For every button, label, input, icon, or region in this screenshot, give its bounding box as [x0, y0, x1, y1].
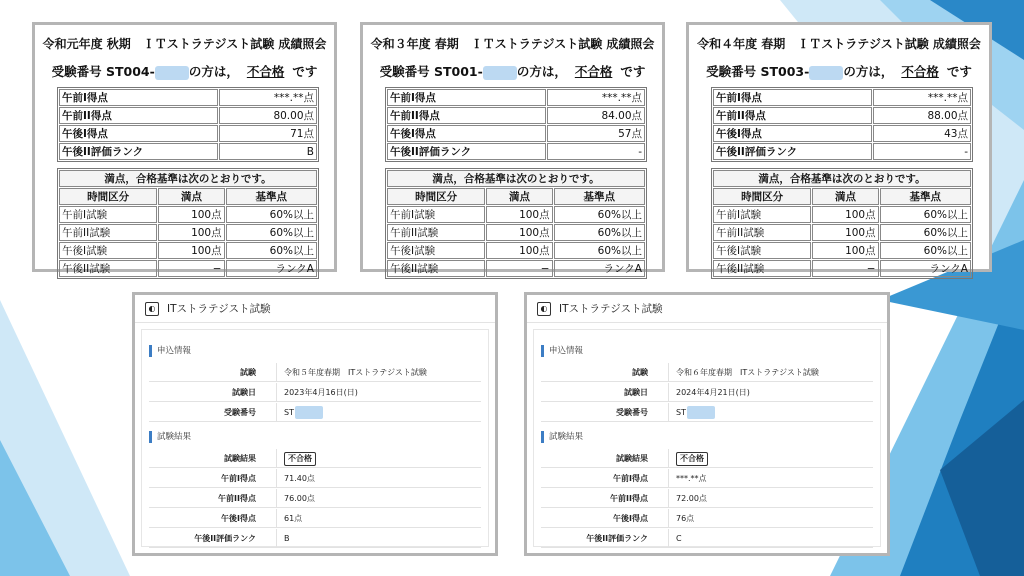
criteria-cell: 100点 [486, 224, 552, 241]
criteria-cell: − [486, 260, 552, 277]
row-label: 受験番号 [224, 408, 256, 417]
redacted-number [809, 66, 843, 80]
score-value: ***.**点 [547, 89, 645, 106]
criteria-cell: 午前I試験 [59, 206, 157, 223]
criteria-cell: ランクA [880, 260, 971, 277]
score-row [713, 107, 971, 124]
criteria-cell: 60%以上 [226, 242, 317, 259]
criteria-row [59, 260, 317, 277]
score-row [387, 125, 645, 142]
row-value: 2024年4月21日(日) [676, 388, 750, 397]
criteria-cell: 60%以上 [554, 224, 645, 241]
score-report-panel-r3 [360, 22, 665, 275]
score-row [387, 89, 645, 106]
row-label: 試験結果 [224, 454, 256, 463]
criteria-table [385, 168, 647, 279]
info-row [541, 469, 873, 488]
row-label: 受験番号 [616, 408, 648, 417]
redacted-number [155, 66, 189, 80]
score-value: ***.**点 [873, 89, 971, 106]
exam-number-line [363, 62, 662, 80]
criteria-cell: 午前II試験 [713, 224, 811, 241]
score-label: 午後I得点 [59, 125, 218, 142]
score-row [713, 125, 971, 142]
row-label: 午後I得点 [613, 514, 648, 523]
score-label: 午後II評価ランク [387, 143, 546, 160]
exam-number-suffix: です [292, 64, 318, 79]
criteria-cell: 60%以上 [554, 242, 645, 259]
criteria-row [59, 242, 317, 259]
row-label: 午後II評価ランク [194, 534, 256, 543]
result-badge: 不合格 [676, 452, 708, 466]
web-panel-header [527, 295, 887, 323]
criteria-cell: ランクA [226, 260, 317, 277]
result-row [149, 449, 481, 468]
criteria-cell: 午後I試験 [59, 242, 157, 259]
row-value: 61点 [284, 514, 303, 523]
score-row [387, 107, 645, 124]
score-value: ***.**点 [219, 89, 317, 106]
exam-number-mid: の方は， [843, 64, 894, 79]
criteria-cell: 60%以上 [880, 224, 971, 241]
criteria-cell: ランクA [554, 260, 645, 277]
score-value: 80.00点 [219, 107, 317, 124]
info-row [541, 509, 873, 528]
exam-number-line [35, 62, 334, 80]
row-value: 71.40点 [284, 474, 315, 483]
score-value: - [873, 143, 971, 160]
exam-number-prefix: 受験番号 ST004- [51, 64, 155, 79]
exam-number-mid: の方は， [516, 64, 567, 79]
criteria-row [713, 224, 971, 241]
row-value: 2023年4月16日(日) [284, 388, 358, 397]
criteria-caption: 満点，合格基準は次のとおりです。 [59, 170, 317, 187]
criteria-cell: 60%以上 [226, 224, 317, 241]
criteria-header: 基準点 [880, 188, 971, 205]
row-label: 試験日 [232, 388, 256, 397]
criteria-cell: 100点 [812, 206, 878, 223]
exam-number-mid: の方は， [188, 64, 239, 79]
criteria-header: 時間区分 [387, 188, 485, 205]
exam-number-line [689, 62, 989, 80]
exam-number-suffix: です [946, 64, 972, 79]
criteria-row [713, 260, 971, 277]
criteria-caption: 満点，合格基準は次のとおりです。 [713, 170, 971, 187]
criteria-row [387, 260, 645, 277]
exam-number-prefix: 受験番号 ST003- [706, 64, 810, 79]
row-value: 令和５年度春期 ITストラテジスト試験 [284, 368, 427, 377]
score-label: 午前I得点 [387, 89, 546, 106]
redacted-number [687, 406, 715, 419]
row-value: B [284, 534, 290, 543]
criteria-caption-row [59, 170, 317, 187]
row-value: 令和６年度春期 ITストラテジスト試験 [676, 368, 819, 377]
row-label: 午前I得点 [613, 474, 648, 483]
score-value: 57点 [547, 125, 645, 142]
criteria-header-row [59, 188, 317, 205]
criteria-cell: 100点 [486, 242, 552, 259]
row-label: 午前II得点 [610, 494, 648, 503]
section-apply-info: 申込情報 [541, 345, 583, 357]
info-row [541, 489, 873, 508]
score-report-panel-r1 [32, 22, 337, 275]
row-label: 試験 [632, 368, 648, 377]
info-row [149, 529, 481, 548]
row-value: C [676, 534, 682, 543]
score-label: 午後I得点 [387, 125, 546, 142]
score-row [387, 143, 645, 160]
criteria-cell: 60%以上 [880, 242, 971, 259]
score-label: 午前II得点 [59, 107, 218, 124]
criteria-row [59, 206, 317, 223]
info-row [541, 363, 873, 382]
exam-number-suffix: です [620, 64, 646, 79]
exam-logo-icon: ◐ [537, 302, 551, 316]
score-row [59, 89, 317, 106]
section-apply-info: 申込情報 [149, 345, 191, 357]
info-row [541, 529, 873, 548]
row-label: 試験結果 [616, 454, 648, 463]
scores-table [711, 87, 973, 162]
info-row [541, 403, 873, 422]
score-value: 43点 [873, 125, 971, 142]
criteria-cell: 午後II試験 [713, 260, 811, 277]
criteria-caption: 満点，合格基準は次のとおりです。 [387, 170, 645, 187]
criteria-cell: 100点 [158, 206, 224, 223]
criteria-header-row [387, 188, 645, 205]
criteria-cell: 100点 [158, 224, 224, 241]
row-label: 試験日 [624, 388, 648, 397]
criteria-cell: 60%以上 [880, 206, 971, 223]
criteria-header-row [713, 188, 971, 205]
score-value: 88.00点 [873, 107, 971, 124]
result-text: 不合格 [901, 64, 939, 79]
criteria-header: 満点 [812, 188, 878, 205]
criteria-row [59, 224, 317, 241]
row-value: 76点 [676, 514, 695, 523]
criteria-row [713, 242, 971, 259]
criteria-cell: 100点 [812, 224, 878, 241]
criteria-table [57, 168, 319, 279]
row-label: 試験 [240, 368, 256, 377]
criteria-row [713, 206, 971, 223]
panel-title: 令和元年度 秋期 ＩＴストラテジスト試験 成績照会 [42, 37, 327, 51]
row-value: 72.00点 [676, 494, 707, 503]
info-row [149, 469, 481, 488]
criteria-cell: − [812, 260, 878, 277]
score-label: 午後I得点 [713, 125, 872, 142]
criteria-cell: 午前I試験 [713, 206, 811, 223]
row-label: 午前I得点 [221, 474, 256, 483]
criteria-cell: 午前II試験 [387, 224, 485, 241]
criteria-row [387, 224, 645, 241]
criteria-header: 基準点 [226, 188, 317, 205]
score-value: - [547, 143, 645, 160]
web-result-panel-r6 [524, 292, 890, 556]
criteria-row [387, 242, 645, 259]
scores-table [385, 87, 647, 162]
row-value: ***.**点 [676, 474, 707, 483]
criteria-cell: 午後II試験 [59, 260, 157, 277]
row-label: 午前II得点 [218, 494, 256, 503]
criteria-cell: 100点 [486, 206, 552, 223]
redacted-number [483, 66, 517, 80]
criteria-cell: − [158, 260, 224, 277]
row-value: ST [284, 408, 294, 417]
panel-title: 令和３年度 春期 ＩＴストラテジスト試験 成績照会 [370, 37, 655, 51]
criteria-caption-row [387, 170, 645, 187]
criteria-cell: 午前II試験 [59, 224, 157, 241]
score-row [59, 107, 317, 124]
info-row [149, 383, 481, 402]
score-label: 午後II評価ランク [59, 143, 218, 160]
result-text: 不合格 [246, 64, 285, 79]
score-row [713, 89, 971, 106]
criteria-header: 時間区分 [59, 188, 157, 205]
web-panel-title: ITストラテジスト試験 [167, 303, 271, 315]
criteria-header: 基準点 [554, 188, 645, 205]
section-exam-result: 試験結果 [149, 431, 191, 443]
result-text: 不合格 [574, 64, 613, 79]
redacted-number [295, 406, 323, 419]
score-row [59, 143, 317, 160]
info-row [541, 383, 873, 402]
score-value: 84.00点 [547, 107, 645, 124]
row-label: 午後I得点 [221, 514, 256, 523]
score-label: 午前I得点 [713, 89, 872, 106]
criteria-cell: 午前I試験 [387, 206, 485, 223]
criteria-header: 満点 [158, 188, 224, 205]
info-row [149, 363, 481, 382]
criteria-header: 時間区分 [713, 188, 811, 205]
criteria-cell: 午後II試験 [387, 260, 485, 277]
result-row [541, 449, 873, 468]
score-row [713, 143, 971, 160]
scores-table [57, 87, 319, 162]
score-label: 午前I得点 [59, 89, 218, 106]
criteria-cell: 60%以上 [554, 206, 645, 223]
criteria-caption-row [713, 170, 971, 187]
result-badge: 不合格 [284, 452, 316, 466]
score-label: 午前II得点 [713, 107, 872, 124]
score-label: 午後II評価ランク [713, 143, 872, 160]
info-row [149, 403, 481, 422]
score-value: 71点 [219, 125, 317, 142]
criteria-cell: 100点 [812, 242, 878, 259]
exam-number-prefix: 受験番号 ST001- [379, 64, 483, 79]
score-report-panel-r4 [686, 22, 992, 275]
row-value: 76.00点 [284, 494, 315, 503]
row-value: ST [676, 408, 686, 417]
info-row [149, 509, 481, 528]
criteria-cell: 100点 [158, 242, 224, 259]
criteria-table [711, 168, 973, 279]
criteria-cell: 60%以上 [226, 206, 317, 223]
criteria-header: 満点 [486, 188, 552, 205]
info-row [149, 489, 481, 508]
web-panel-header [135, 295, 495, 323]
criteria-cell: 午後I試験 [387, 242, 485, 259]
criteria-row [387, 206, 645, 223]
section-exam-result: 試験結果 [541, 431, 583, 443]
score-row [59, 125, 317, 142]
row-label: 午後II評価ランク [586, 534, 648, 543]
web-panel-title: ITストラテジスト試験 [559, 303, 663, 315]
score-value: B [219, 143, 317, 160]
criteria-cell: 午後I試験 [713, 242, 811, 259]
score-label: 午前II得点 [387, 107, 546, 124]
panel-title: 令和４年度 春期 ＩＴストラテジスト試験 成績照会 [697, 37, 981, 51]
web-result-panel-r5 [132, 292, 498, 556]
exam-logo-icon: ◐ [145, 302, 159, 316]
